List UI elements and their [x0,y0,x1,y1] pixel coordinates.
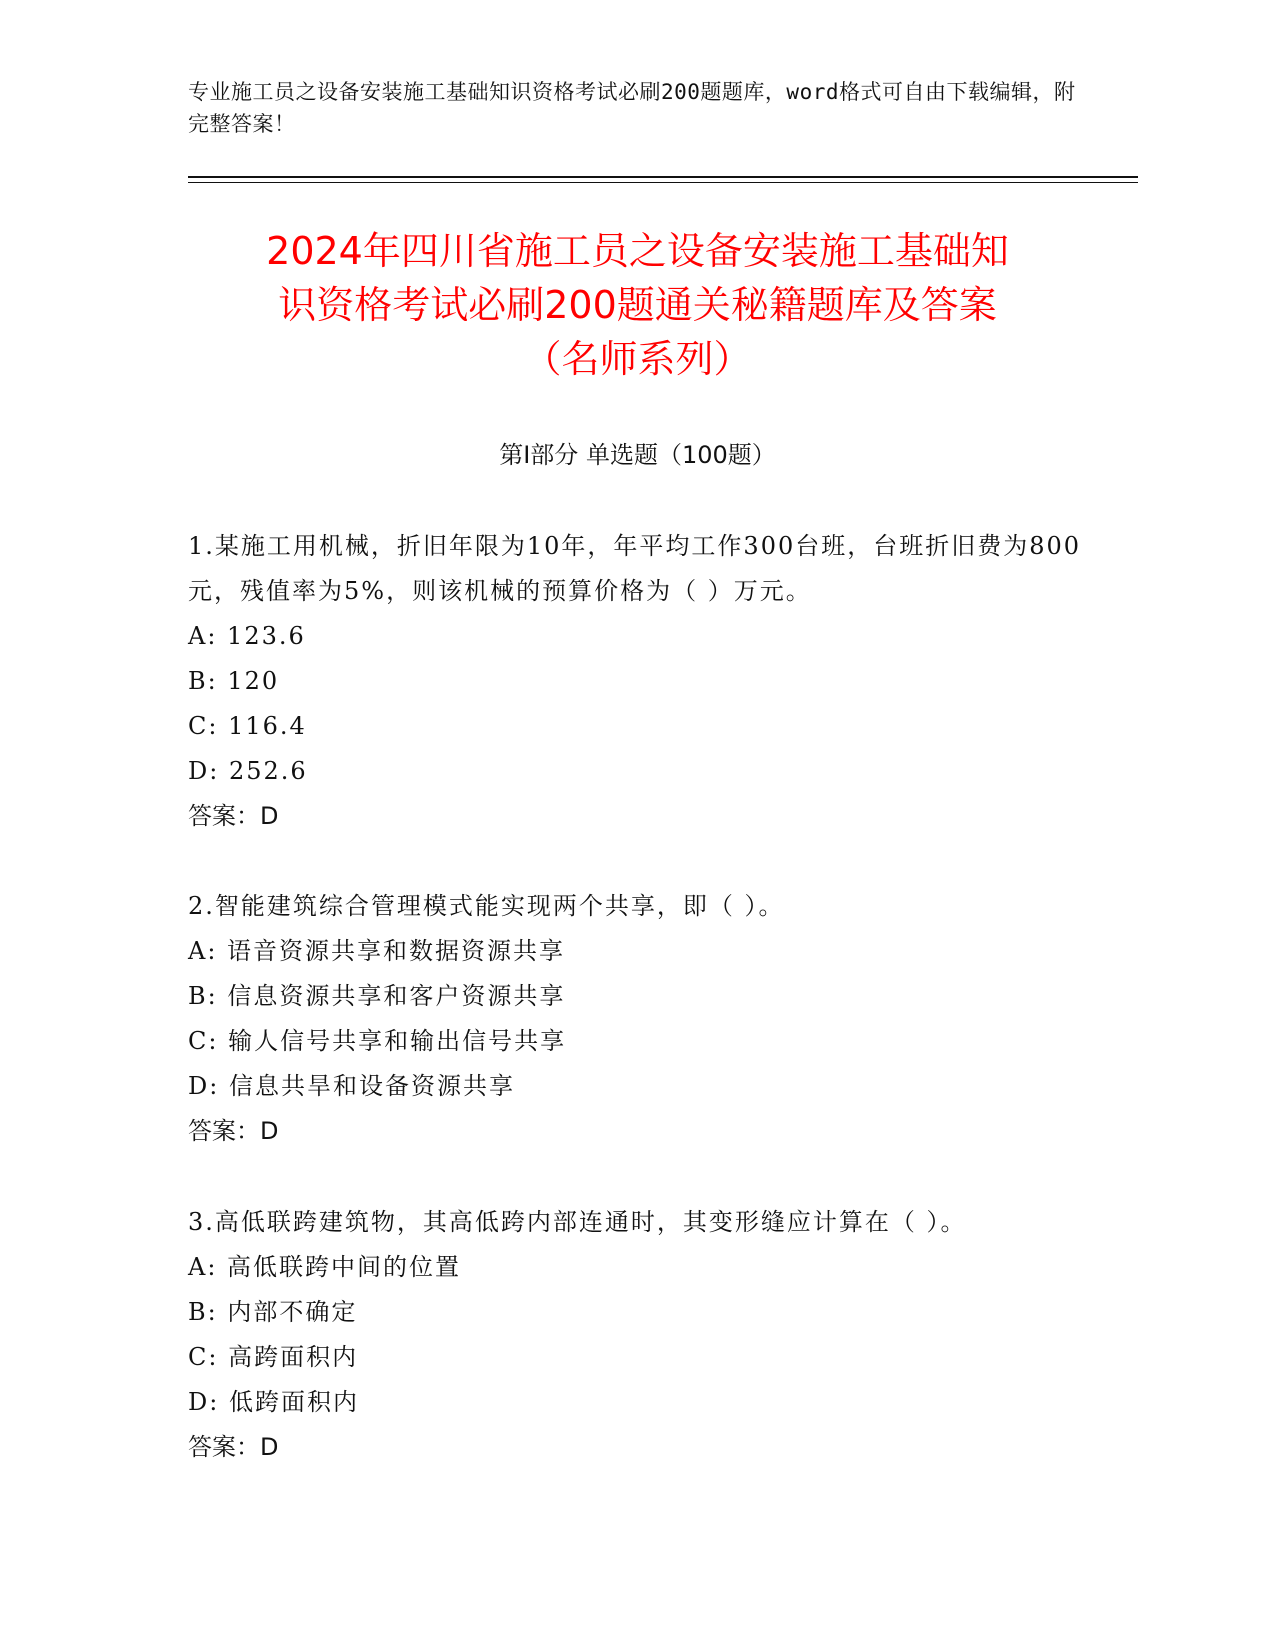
section-title: 第Ⅰ部分 单选题（100题） [499,441,776,469]
option-d: D: 信息共旱和设备资源共享 [188,1072,515,1100]
option-a: A: 高低联跨中间的位置 [188,1253,462,1281]
header-note: 专业施工员之设备安装施工基础知识资格考试必刷200题题库，word格式可自由下载编辑，附完整答案！ [188,80,1076,136]
answer: 答案：D [188,1433,279,1461]
answer: 答案：D [188,1117,279,1145]
document-title [150,224,1125,386]
option-b: B: 内部不确定 [188,1298,358,1326]
question-stem: 3.高低联跨建筑物，其高低跨内部连通时，其变形缝应计算在（ ）。 [188,1208,967,1236]
header-divider-thin [188,182,1138,183]
question-stem: 1.某施工用机械，折旧年限为10年，年平均工作300台班，台班折旧费为800元，残值率为5%，则该机械的预算价格为（ ）万元。 [188,532,1082,605]
option-a: A: 123.6 [188,622,306,650]
option-c: C: 高跨面积内 [188,1343,359,1371]
option-c: C: 输人信号共享和输出信号共享 [188,1027,567,1055]
option-b: B: 120 [188,667,280,695]
option-d: D: 低跨面积内 [188,1388,359,1416]
option-b: B: 信息资源共享和客户资源共享 [188,982,566,1010]
option-a: A: 语音资源共享和数据资源共享 [188,937,566,965]
question-stem: 2.智能建筑综合管理模式能实现两个共享，即（ ）。 [188,892,785,920]
title-line-3: （名师系列） [523,337,752,381]
question-2 [188,884,1088,1154]
answer: 答案：D [188,802,279,830]
option-d: D: 252.6 [188,757,308,785]
question-3 [188,1200,1088,1470]
question-1 [188,524,1088,839]
header-divider-thick [188,176,1138,178]
title-line-2: 识资格考试必刷200题通关秘籍题库及答案 [278,283,997,327]
option-c: C: 116.4 [188,712,307,740]
title-line-1: 2024年四川省施工员之设备安装施工基础知 [266,229,1009,273]
